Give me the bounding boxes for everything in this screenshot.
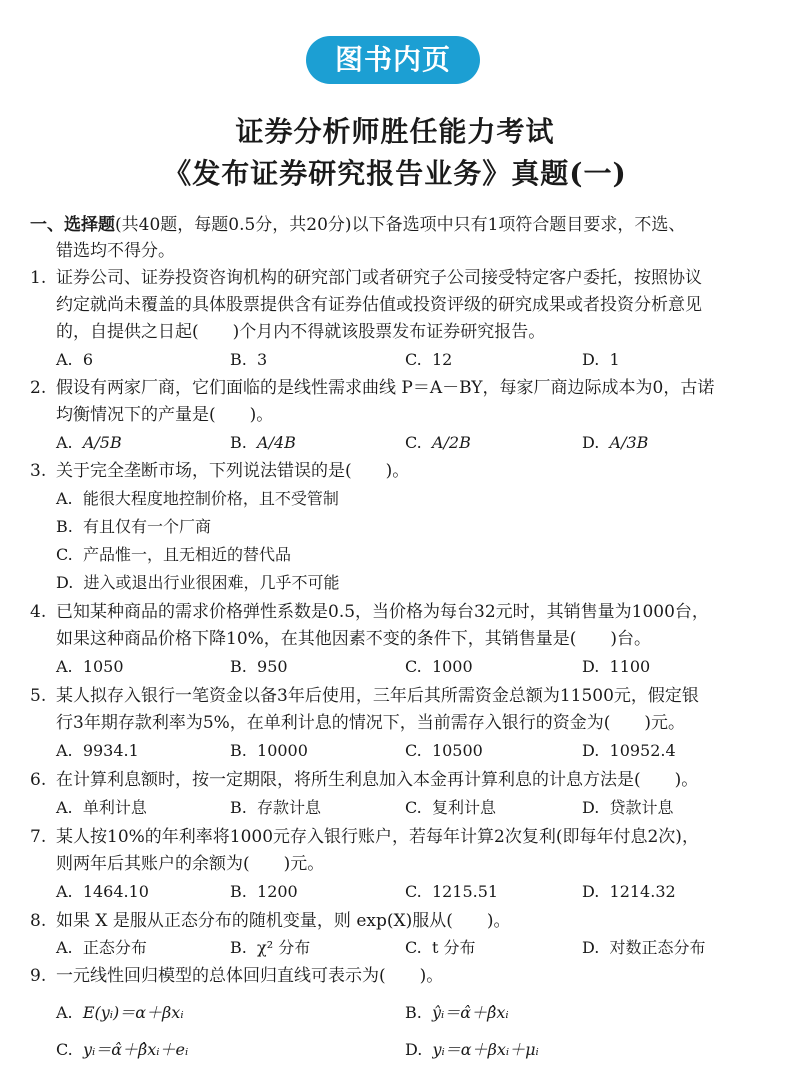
- option-c: C. 1000: [405, 657, 473, 676]
- option-c: C. 复利计息: [405, 798, 496, 817]
- option-a: A. 单利计息: [56, 798, 147, 817]
- question-number: 4.: [30, 602, 47, 622]
- option-a: A. 1050: [56, 657, 124, 676]
- option-b: B. χ² 分布: [230, 938, 311, 957]
- question-text: 某人按10%的年利率将1000元存入银行账户，若每年计算2次复利(即每年付息2次)，: [56, 827, 699, 847]
- question-number: 1.: [30, 268, 47, 288]
- question-text: 关于完全垄断市场，下列说法错误的是( )。: [56, 461, 410, 481]
- option-c: C. 1215.51: [405, 882, 499, 901]
- option-c: C. A/2B: [405, 433, 471, 452]
- option-d: D. yᵢ＝α＋βxᵢ＋μᵢ: [405, 1040, 539, 1059]
- option-d: D. 10952.4: [582, 741, 676, 760]
- option-c: C. 产品惟一，且无相近的替代品: [56, 545, 291, 564]
- option-b: B. 存款计息: [230, 798, 322, 817]
- question-text: 假设有两家厂商，它们面临的是线性需求曲线 P＝A－BY，每家厂商边际成本为0，古诺: [56, 378, 715, 398]
- question-text: 已知某种商品的需求价格弹性系数是0.5，当价格为每台32元时，其销售量为1000台，: [56, 602, 709, 622]
- option-d: D. 1: [582, 350, 620, 369]
- question-text: 某人拟存入银行一笔资金以备3年后使用，三年后其所需资金总额为11500元，假定银: [56, 686, 699, 706]
- option-b: B. ŷᵢ＝α̂＋β̂xᵢ: [405, 1003, 509, 1022]
- option-b: B. 3: [230, 350, 268, 369]
- section-instructions: (共40题，每题0.5分，共20分)以下备选项中只有1项符合题目要求，不选、: [115, 215, 686, 235]
- option-a: A. 9934.1: [56, 741, 139, 760]
- section-line-2: 错选均不得分。: [56, 241, 175, 261]
- question-text: 均衡情况下的产量是( )。: [56, 405, 274, 425]
- option-a: A. A/5B: [56, 433, 122, 452]
- option-d: D. 1214.32: [582, 882, 676, 901]
- option-d: D. 1100: [582, 657, 651, 676]
- section-lead: 一、选择题: [30, 215, 115, 235]
- question-text: 如果这种商品价格下降10%，在其他因素不变的条件下，其销售量是( )台。: [56, 629, 652, 649]
- question-number: 7.: [30, 827, 47, 847]
- option-c: C. t 分布: [405, 938, 476, 957]
- question-number: 8.: [30, 911, 47, 931]
- question-text: 则两年后其账户的余额为( )元。: [56, 854, 325, 874]
- option-a: A. 6: [56, 350, 93, 369]
- option-c: C. 12: [405, 350, 453, 369]
- question-number: 3.: [30, 461, 47, 481]
- question-text: 如果 X 是服从正态分布的随机变量，则 exp(X)服从( )。: [56, 911, 511, 931]
- option-d: D. A/3B: [582, 433, 649, 452]
- option-a: A. 正态分布: [56, 938, 147, 957]
- question-text: 一元线性回归模型的总体回归直线可表示为( )。: [56, 966, 444, 986]
- option-b: B. A/4B: [230, 433, 296, 452]
- option-b: B. 1200: [230, 882, 298, 901]
- question-number: 2.: [30, 378, 47, 398]
- question-text: 的，自提供之日起( )个月内不得就该股票发布证券研究报告。: [56, 322, 546, 342]
- option-d: D. 对数正态分布: [582, 938, 706, 957]
- option-a: A. 能很大程度地控制价格，且不受管制: [56, 489, 339, 508]
- question-number: 9.: [30, 966, 47, 986]
- section-line-1: [30, 212, 685, 238]
- question-number: 6.: [30, 770, 47, 790]
- question-text: 行3年期存款利率为5%，在单利计息的情况下，当前需存入银行的资金为( )元。: [56, 713, 686, 733]
- question-text: 在计算利息额时，按一定期限，将所生利息加入本金再计算利息的计息方法是( )。: [56, 770, 699, 790]
- page-badge: 图书内页: [306, 36, 480, 84]
- exam-subtitle: 《发布证券研究报告业务》真题(一): [163, 157, 627, 190]
- option-b: B. 950: [230, 657, 288, 676]
- option-d: D. 进入或退出行业很困难，几乎不可能: [56, 573, 340, 592]
- option-b: B. 有且仅有一个厂商: [56, 517, 212, 536]
- question-number: 5.: [30, 686, 47, 706]
- option-a: A. E(yᵢ)＝α＋βxᵢ: [56, 1003, 184, 1022]
- option-a: A. 1464.10: [56, 882, 149, 901]
- question-text: 约定就尚未覆盖的具体股票提供含有证券估值或投资评级的研究成果或者投资分析意见: [56, 295, 702, 315]
- option-b: B. 10000: [230, 741, 308, 760]
- exam-title: 证券分析师胜任能力考试: [235, 115, 555, 148]
- question-text: 证券公司、证券投资咨询机构的研究部门或者研究子公司接受特定客户委托，按照协议: [56, 268, 702, 288]
- option-c: C. 10500: [405, 741, 483, 760]
- option-d: D. 贷款计息: [582, 798, 674, 817]
- option-c: C. yᵢ＝α̂＋β̂xᵢ＋eᵢ: [56, 1040, 189, 1059]
